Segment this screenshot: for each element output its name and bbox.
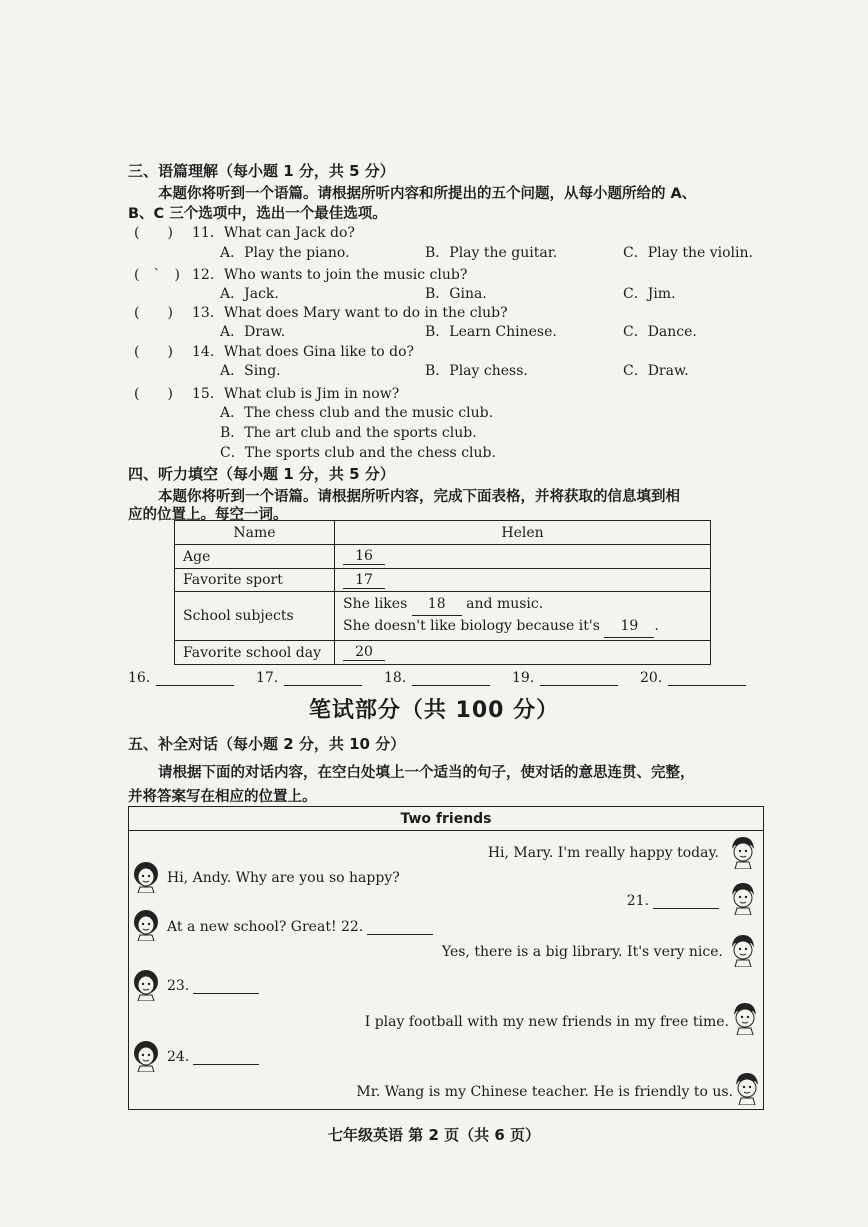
section3-instruction-1: 本题你将听到一个语篇。请根据所听内容和所提出的五个问题，从每小题所给的 A、 <box>158 186 697 202</box>
blank-23-label: 23. <box>167 978 190 994</box>
answer-19-label: 19. <box>512 670 535 686</box>
girl-avatar-icon <box>132 907 160 941</box>
answer-17[interactable] <box>256 670 362 686</box>
section4-instruction-2: 应的位置上。每空一词。 <box>128 507 288 523</box>
q12-option-a: A．Jack. <box>220 286 279 302</box>
dialog-blank-23[interactable] <box>167 978 259 994</box>
dialog-line-mary-1: Hi, Andy. Why are you so happy? <box>167 870 400 886</box>
section4-title: 四、听力填空（每小题 1 分，共 5 分） <box>128 465 395 483</box>
section5-instruction-1: 请根据下面的对话内容，在空白处填上一个适当的句子，使对话的意思连贯、完整， <box>158 765 695 781</box>
blank-20[interactable]: 20 <box>343 644 385 661</box>
dialog-line-andy-3: Yes, there is a big library. It's very nice. <box>441 944 723 960</box>
q11-option-a: A．Play the piano. <box>220 245 350 261</box>
dialog-title: Two friends <box>129 807 763 831</box>
answer-paren-14[interactable]: ( ) <box>134 344 173 360</box>
boy-avatar-icon <box>733 1071 761 1105</box>
section5-title: 五、补全对话（每小题 2 分，共 10 分） <box>128 735 406 753</box>
q13-option-c: C．Dance. <box>623 324 697 340</box>
q12-option-b: B．Gina. <box>425 286 487 302</box>
dialog-line-andy-1: Hi, Mary. I'm really happy today. <box>487 845 719 861</box>
answer-20[interactable] <box>640 670 746 686</box>
dialog-line-andy-5: Mr. Wang is my Chinese teacher. He is friendly to us. <box>356 1084 733 1100</box>
blank-17[interactable]: 17 <box>343 572 385 589</box>
blank-19[interactable]: 19 <box>604 616 654 638</box>
question-14: 14．What does Gina like to do? <box>192 344 415 360</box>
q15-option-c: C．The sports club and the chess club. <box>220 445 496 461</box>
row-age-label: Age <box>175 545 335 569</box>
subjects-line1-b: and music. <box>466 596 544 612</box>
q14-option-c: C．Draw. <box>623 363 689 379</box>
girl-avatar-icon <box>132 967 160 1001</box>
dialog-blank-24[interactable] <box>167 1049 259 1065</box>
q15-option-a: A．The chess club and the music club. <box>220 405 494 421</box>
section3-title: 三、语篇理解（每小题 1 分，共 5 分） <box>128 162 395 180</box>
section4-instruction-1: 本题你将听到一个语篇。请根据所听内容，完成下面表格，并将获取的信息填到相 <box>158 489 680 505</box>
subjects-line1-a: She likes <box>343 596 408 612</box>
q13-option-b: B．Learn Chinese. <box>425 324 557 340</box>
info-table <box>174 520 711 665</box>
blank-22-label: At a new school? Great! 22. <box>167 919 364 935</box>
subjects-line2-b: . <box>654 618 659 634</box>
section3-instruction-2: B、C 三个选项中，选出一个最佳选项。 <box>128 206 387 222</box>
table-header-name: Name <box>175 521 335 545</box>
q11-option-b: B．Play the guitar. <box>425 245 558 261</box>
blank-18[interactable]: 18 <box>412 594 462 616</box>
table-header-helen: Helen <box>335 521 711 545</box>
q11-option-c: C．Play the violin. <box>623 245 753 261</box>
girl-avatar-icon <box>132 1038 160 1072</box>
question-15: 15．What club is Jim in now? <box>192 386 400 402</box>
dialog-line-andy-4: I play football with my new friends in my free time. <box>364 1014 729 1030</box>
dialog-blank-21[interactable] <box>627 893 719 909</box>
boy-avatar-icon <box>729 835 757 869</box>
row-day-label: Favorite school day <box>175 641 335 665</box>
answer-paren-15[interactable]: ( ) <box>134 386 173 402</box>
boy-avatar-icon <box>729 933 757 967</box>
blank-24-label: 24. <box>167 1049 190 1065</box>
answer-16[interactable] <box>128 670 234 686</box>
answer-19[interactable] <box>512 670 618 686</box>
boy-avatar-icon <box>729 881 757 915</box>
answer-paren-12[interactable]: ( ` ) <box>134 267 180 283</box>
question-11: 11．What can Jack do? <box>192 225 355 241</box>
question-13: 13．What does Mary want to do in the club? <box>192 305 508 321</box>
blank-16[interactable]: 16 <box>343 548 385 565</box>
subjects-line2-a: She doesn't like biology because it's <box>343 618 600 634</box>
girl-avatar-icon <box>132 859 160 893</box>
dialog-box <box>128 806 764 1110</box>
q14-option-a: A．Sing. <box>220 363 281 379</box>
written-part-title: 笔试部分（共 100 分） <box>308 698 560 723</box>
section5-instruction-2: 并将答案写在相应的位置上。 <box>128 789 317 805</box>
answer-16-label: 16. <box>128 670 151 686</box>
row-subjects-label: School subjects <box>175 592 335 641</box>
answer-20-label: 20. <box>640 670 663 686</box>
answer-18[interactable] <box>384 670 490 686</box>
q15-option-b: B．The art club and the sports club. <box>220 425 477 441</box>
answer-18-label: 18. <box>384 670 407 686</box>
blank-21-label: 21. <box>626 893 649 909</box>
answer-paren-13[interactable]: ( ) <box>134 305 173 321</box>
q12-option-c: C．Jim. <box>623 286 676 302</box>
q14-option-b: B．Play chess. <box>425 363 528 379</box>
page-footer: 七年级英语 第 2 页（共 6 页） <box>328 1126 540 1144</box>
question-12: 12．Who wants to join the music club? <box>192 267 468 283</box>
dialog-blank-22[interactable] <box>167 919 433 935</box>
answer-17-label: 17. <box>256 670 279 686</box>
answer-paren-11[interactable]: ( ) <box>134 225 173 241</box>
row-sport-label: Favorite sport <box>175 569 335 592</box>
q13-option-a: A．Draw. <box>220 324 286 340</box>
boy-avatar-icon <box>731 1001 759 1035</box>
